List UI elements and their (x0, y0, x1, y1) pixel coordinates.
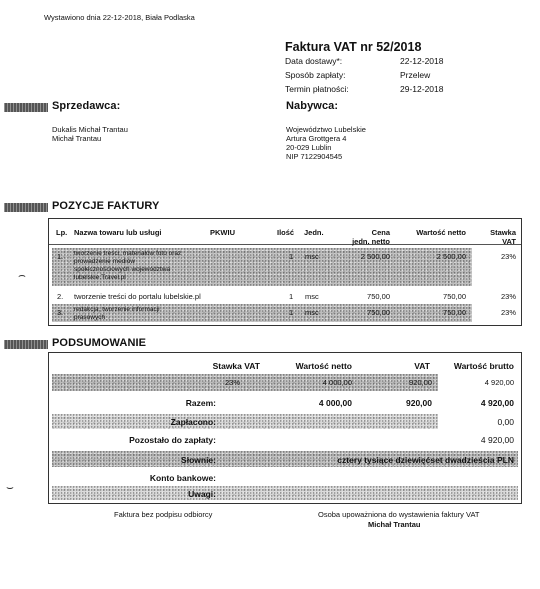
col-pkwiu: PKWIU (210, 228, 235, 237)
row-3-lp: 3. (57, 308, 64, 317)
seller-heading-bar (4, 103, 48, 112)
items-header-divider (49, 244, 521, 245)
buyer-name: Województwo Lubelskie (286, 125, 366, 134)
col-price-2: jedn. netto (352, 237, 390, 246)
row-1-name: tworzenie treści, materiałów foto oraz prowadzenie mediów społecznościowych województwa lubelskie.Travel.pl (74, 250, 182, 281)
total-gross: 4 920,00 (480, 398, 514, 408)
issue-place-date: Wystawiono dnia 22-12-2018, Biała Podlaska (44, 13, 195, 22)
buyer-nip: NIP 7122904545 (286, 152, 343, 161)
row-1-price: 2 500,00 (360, 252, 390, 261)
col-qty: Ilość (277, 228, 295, 237)
col-name: Nazwa towaru lub usługi (74, 228, 162, 237)
remaining-value: 4 920,00 (480, 435, 514, 445)
rate-row-rate: 23% (224, 378, 240, 387)
sum-col-vat: VAT (414, 361, 430, 371)
sum-col-gross: Wartość brutto (453, 361, 514, 371)
row-1-lp: 1. (57, 252, 64, 261)
words-label: Słownie: (181, 455, 216, 465)
row-3-qty: 1 (289, 308, 294, 317)
row-3-net: 750,00 (443, 308, 466, 317)
seller-heading: Sprzedawca: (52, 100, 121, 112)
summary-heading-bar (4, 340, 48, 349)
items-heading: POZYCJE FAKTURY (52, 200, 160, 212)
row-3-price: 750,00 (367, 308, 390, 317)
notes-label: Uwagi: (188, 489, 216, 499)
col-vat-2: VAT (502, 237, 516, 246)
row-3-vat: 23% (500, 308, 516, 317)
payment-method-label: Sposób zapłaty: (285, 70, 346, 80)
margin-mark-icon: ⌢ (18, 268, 26, 282)
row-1-net: 2 500,00 (436, 252, 466, 261)
col-unit: Jedn. (304, 228, 324, 237)
buyer-city: 20-029 Lublin (286, 143, 332, 152)
summary-heading: PODSUMOWANIE (52, 337, 147, 349)
row-2-unit: msc (305, 292, 319, 301)
row-2-name: tworzenie treści do portalu lubelskie.pl (74, 292, 201, 301)
delivery-date-value: 22-12-2018 (400, 56, 444, 66)
delivery-date-label: Data dostawy*: (285, 56, 343, 66)
items-heading-bar (4, 203, 48, 212)
paid-row-shading (52, 414, 438, 429)
paid-value: 0,00 (497, 417, 514, 427)
due-date-label: Termin płatności: (285, 84, 349, 94)
row-2-lp: 2. (57, 292, 64, 301)
bank-account-label: Konto bankowe: (149, 473, 216, 483)
rate-row-net: 4 000,00 (322, 378, 352, 387)
col-vat-1: Stawka (490, 228, 516, 237)
words-value: cztery tysiące dziewięćset dwadzieścia PLN (337, 455, 514, 465)
col-lp: Lp. (56, 228, 68, 237)
row-3-name: redakcja, tworzenie informacji prasowych (74, 306, 160, 321)
buyer-street: Artura Grottgera 4 (286, 134, 347, 143)
col-price-1: Cena (371, 228, 390, 237)
margin-mark-icon: ⌣ (6, 480, 14, 494)
row-2-price: 750,00 (367, 292, 390, 301)
total-vat: 920,00 (406, 398, 432, 408)
paid-label: Zapłacono: (170, 417, 216, 427)
total-net: 4 000,00 (318, 398, 352, 408)
buyer-heading: Nabywca: (286, 100, 339, 112)
remaining-label: Pozostało do zapłaty: (129, 435, 216, 445)
sum-col-net: Wartość netto (295, 361, 352, 371)
seller-owner: Michał Trantau (52, 134, 102, 143)
footer-issuer-name: Michał Trantau (368, 520, 421, 529)
footer-authorized-person: Osoba upoważniona do wystawienia faktury VAT (318, 510, 480, 519)
row-2-vat: 23% (500, 292, 516, 301)
payment-method-value: Przelew (400, 70, 431, 80)
due-date-value: 29-12-2018 (400, 84, 444, 94)
invoice-title: Faktura VAT nr 52/2018 (285, 40, 422, 54)
row-1-qty: 1 (289, 252, 294, 261)
row-2-net: 750,00 (443, 292, 466, 301)
sum-col-rate: Stawka VAT (212, 361, 260, 371)
row-1-vat: 23% (500, 252, 516, 261)
col-net: Wartość netto (416, 228, 466, 237)
row-2-qty: 1 (289, 292, 294, 301)
rate-row-vat: 920,00 (409, 378, 432, 387)
seller-name: Dukalis Michał Trantau (52, 125, 128, 134)
row-3-unit: msc (305, 308, 319, 317)
rate-row-gross: 4 920,00 (484, 378, 514, 387)
footer-no-signature: Faktura bez podpisu odbiorcy (114, 510, 213, 519)
row-1-unit: msc (305, 252, 319, 261)
total-label: Razem: (185, 398, 216, 408)
